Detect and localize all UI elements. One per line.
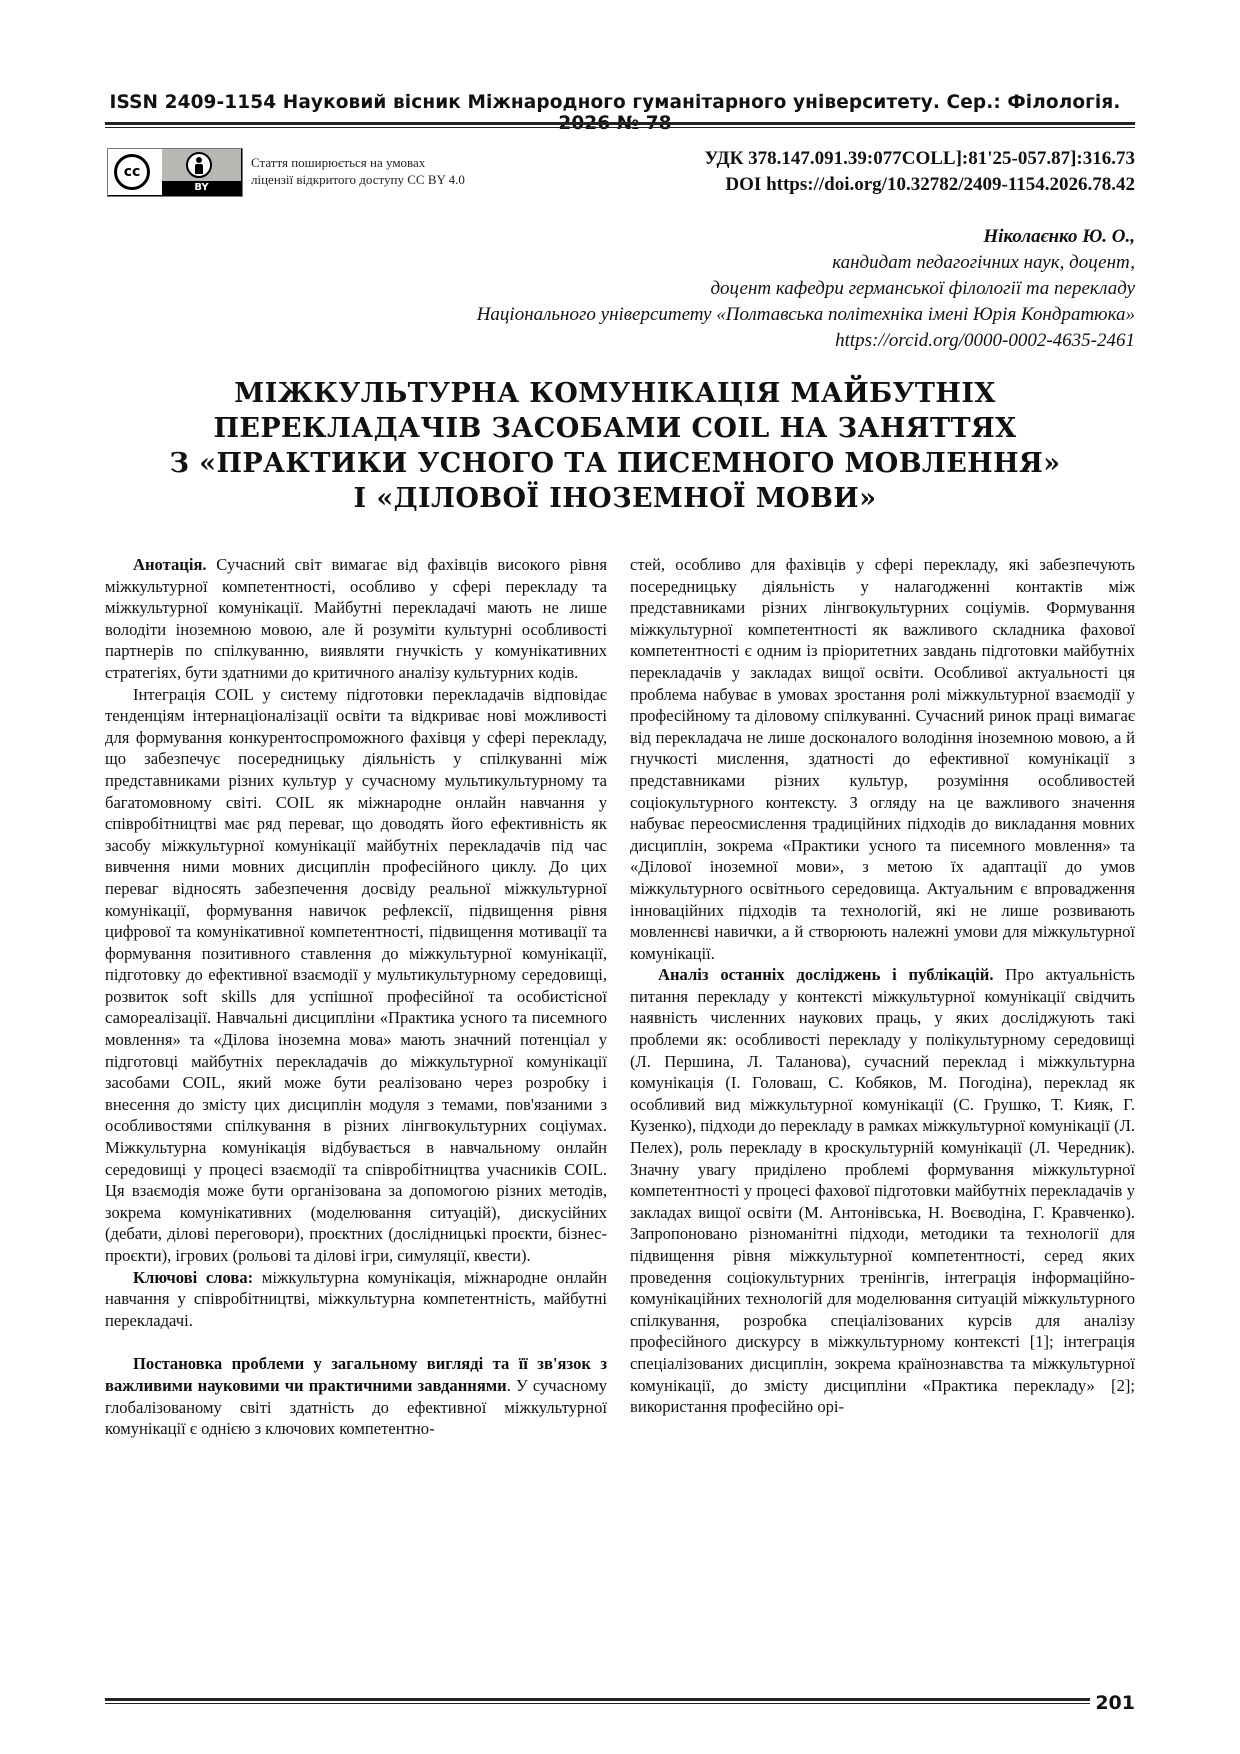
analysis-label: Аналіз останніх досліджень і публікацій. xyxy=(658,965,994,985)
footer-rule-thick xyxy=(105,1698,1090,1701)
doi-link[interactable]: DOI https://doi.org/10.32782/2409-1154.2026.78.42 xyxy=(725,174,1135,195)
header-rule-thick xyxy=(105,122,1135,125)
running-header: ISSN 2409-1154 Науковий вісник Міжнародного гуманітарного університету. Сер.: Філологія. xyxy=(109,92,1121,113)
keywords-label: Ключові слова: xyxy=(133,1267,254,1287)
left-column xyxy=(105,554,607,1440)
udk-code: УДК 378.147.091.39:077COLL]:81'25-057.87]:316.73 xyxy=(704,148,1135,169)
creative-commons-icon: cc xyxy=(114,154,150,190)
header-rule-thin xyxy=(105,127,1135,128)
license-block xyxy=(107,148,507,200)
cc-by-badge[interactable] xyxy=(107,148,243,197)
article-title: МІЖКУЛЬТУРНА КОМУНІКАЦІЯ МАЙБУТНІХ ПЕРЕКЛАДАЧІВ ЗАСОБАМИ COIL НА ЗАНЯТТЯХ З «ПРАКТИКИ УСНОГО ТА ПИСЕМНОГО МОВЛЕННЯ» І «ДІЛОВОЇ ІНОЗЕМНОЇ МОВИ» xyxy=(169,378,1061,514)
abstract-paragraph-2: Інтеграція COIL у систему підготовки перекладачів відповідає тенденціям інтернаціоналізації освіти та відкриває нові можливості для формування конкурентоспроможного фахівця у сфері перекладу, що забезпечує посередницьку діяльність у спілкуванні між представниками різних культур у сучасному мультикультурному та багатомовному світі. COIL як міжнародне онлайн навчання у співробітництві має ряд переваг, що доводять його ефективність як засобу міжкультурної комунікації майбутніх перекладачів під час вивчення ними мовних дисциплін професійного циклу. До цих переваг відносять забезпечення досвіду реальної міжкультурної комунікації, формування навичок рефлексії, підвищення рівня цифрової та комунікативної компетентності, підвищення мотивації та формування позитивного ставлення до міжкультурної комунікації, підготовку до ефективної взаємодії у мультикультурному середовищі, розвиток soft skills для успішної професійної та особистісної самореалізації. Навчальні дисципліни «Практика усного та писемного мовлення» та «Ділова іноземна мова» мають значний потенціал у підготовці майбутніх перекладачів до міжкультурної комунікації засобами COIL, який може бути реалізовано через розробку і внесення до змісту цих дисциплін модуля з темами, пов'язаними з особливостями спілкування в різних лінгвокультурних соціумах. Міжкультурна комунікація відбувається в навчальному онлайн середовищі у процесі взаємодії та співробітництва учасників COIL. Ця взаємодія може бути організована за допомогою різних методів, зокрема комунікативних (моделювання ситуацій), дискусійних (дебати, ділові переговори), проєктних (дослідницькі проєкти, бізнес-проєкти), ігрових (рольові та ділові ігри, симуляції, квести). xyxy=(105,684,607,1265)
attribution-person-icon xyxy=(186,152,212,178)
author-degree: кандидат педагогічних наук, доцент, xyxy=(832,252,1135,273)
problem-heading: Постановка проблеми у загальному вигляді та її зв'язок з важливими науковими чи практичними завданнями xyxy=(105,1354,607,1395)
author-affiliation: Національного університету «Полтавська політехніка імені Юрія Кондратюка» xyxy=(476,304,1135,325)
keywords: Ключові слова: міжкультурна комунікація, міжнародне онлайн навчання у співробітництві, міжкультурна компетентність, майбутні перекладачі. xyxy=(105,1267,607,1330)
author-position: доцент кафедри германської філології та перекладу xyxy=(710,278,1135,299)
problem-statement: Постановка проблеми у загальному вигляді та її зв'язок з важливими науковими чи практичними завданнями. У сучасному глобалізованому світі здатність до ефективної міжкультурної комунікації є однією з ключових компетентно- xyxy=(105,1354,607,1439)
author-name: Ніколаєнко Ю. О., xyxy=(983,226,1135,247)
by-label: BY xyxy=(194,182,209,193)
abstract-label: Анотація. xyxy=(133,555,207,574)
page-number: 201 xyxy=(1095,1692,1135,1714)
identifiers xyxy=(705,146,1135,198)
author-block xyxy=(477,224,1135,354)
author-orcid[interactable]: https://orcid.org/0000-0002-4635-2461 xyxy=(835,330,1135,351)
abstract-paragraph: Анотація. Сучасний світ вимагає від фахівців високого рівня міжкультурної компетентності, особливо у сфері перекладу та міжкультурної комунікації. Майбутні перекладачі мають не лише володіти іноземною мовою, але й розуміти культурні особливості партнерів по спілкуванню, виявляти гнучкість у комунікативних стратегіях, бути здатними до критичного аналізу культурних кодів. xyxy=(105,555,607,682)
right-column xyxy=(630,554,1135,1418)
analysis-paragraph: Аналіз останніх досліджень і публікацій. Про актуальність питання перекладу у контексті міжкультурної комунікації свідчить наявність численних наукових праць, у яких досліджують такі проблеми як: особливості перекладу у полікультурному середовищі (Л. Першина, Л. Таланова), сучасний переклад і міжкультурна комунікація (І. Головаш, С. Кобяков, М. Погодіна), переклад як особливий вид міжкультурної комунікації (С. Грушко, Т. Кияк, Г. Кузенко), підходи до перекладу в рамках міжкультурної комунікації (Л. Пелех), роль перекладу в кроскультурній комунікації (Л. Чередник). Значну увагу приділено проблемі формування міжкультурної компетентності у процесі фахової підготовки майбутніх перекладачів у закладах вищої освіти (М. Антонівська, Н. Воєводіна, Г. Кравченко). Запропоновано різноманітні підходи, методики та технології для підвищення рівня міжкультурної компетентності, серед яких проведення соціокультурних тренінгів, інтеграція інформаційно-комунікаційних технологій для моделювання ситуацій міжкультурного спілкування, розробка спеціалізованих курсів для аналізу професійного дискурсу в міжкультурному контексті [1]; інтеграція спеціалізованих дисциплін, зокрема країнознавства та міжкультурної комунікації, до змісту дисципліни «Практика перекладу» [2]; використання професійно орі- xyxy=(630,965,1136,1417)
license-text: Стаття поширюється на умовах ліцензії відкритого доступу CC BY 4.0 xyxy=(251,155,465,187)
footer-rule-thin xyxy=(105,1703,1090,1704)
body-paragraph-continued: стей, особливо для фахівців у сфері перекладу, які забезпечують посередницьку діяльність у налагодженні контактів між представниками різних лінгвокультурних соціумів. Формування міжкультурної компетентності як важливого складника фахової компетентності є одним із пріоритетних завдань підготовки майбутніх перекладачів у закладах вищої освіти. Особливої актуальності ця проблема набуває в умовах зростання ролі міжкультурної взаємодії у професійному та діловому спілкуванні. Сучасний ринок праці вимагає від перекладача не лише досконалого володіння іноземною мовою, а й гнучкості мислення, здатності до ефективної комунікації з представниками різних культур, розуміння особливостей соціокультурного контексту. З огляду на це важливого значення набуває переосмислення традиційних підходів до викладання мовних дисциплін, зокрема «Практики усного та писемного мовлення» та «Ділової іноземної мови», з метою їх адаптації до умов міжкультурного освітнього середовища. Актуальним є впровадження інноваційних підходів та технологій, які не лише розвивають мовленнєві навички, а й створюють належні умови для міжкультурної комунікації. xyxy=(630,555,1135,963)
